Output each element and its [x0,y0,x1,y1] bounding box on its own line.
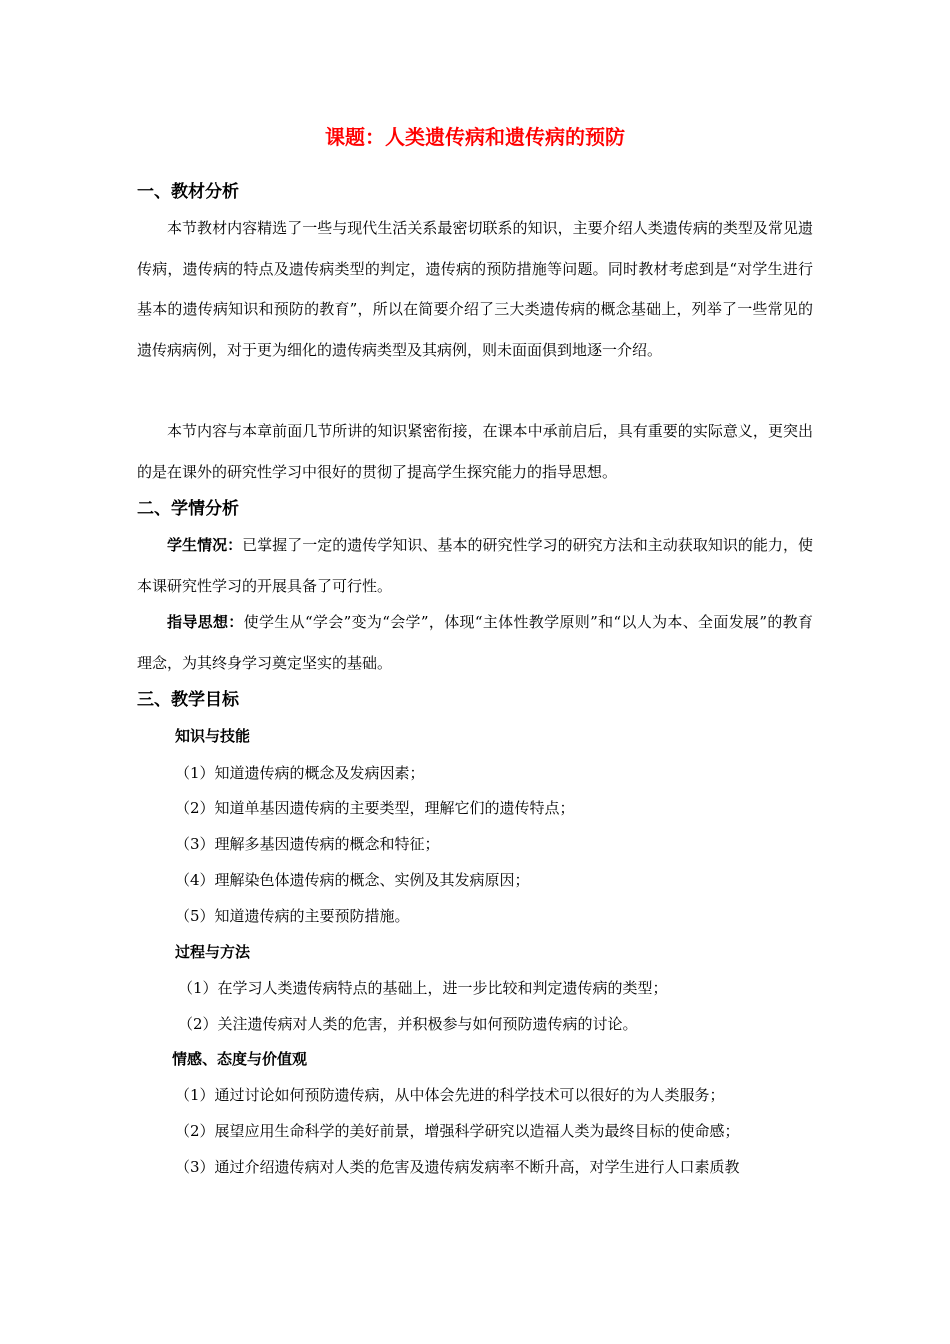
knowledge-item: （2）知道单基因遗传病的主要类型，理解它们的遗传特点； [175,799,575,817]
process-item: （1）在学习人类遗传病特点的基础上，进一步比较和判定遗传病的类型； [178,979,668,997]
knowledge-item: （5）知道遗传病的主要预防措施。 [175,907,410,925]
page-title: 课题：人类遗传病和遗传病的预防 [325,125,625,149]
knowledge-item: （3）理解多基因遗传病的概念和特征； [175,835,440,853]
student-situation-paragraph [137,525,813,606]
guiding-idea-text: 使学生从“学会”变为“会学”，体现“主体性教学原则”和“以人为本、全面发展”的教育理念，为其终身学习奠定坚实的基础。 [137,613,813,672]
knowledge-item: （1）知道遗传病的概念及发病因素； [175,764,425,782]
student-situation-label: 学生情况： [167,536,243,554]
student-situation-text: 已掌握了一定的遗传学知识、基本的研究性学习的研究方法和主动获取知识的能力，使本课研究性学习的开展具备了可行性。 [137,536,813,595]
process-item: （2）关注遗传病对人类的危害，并积极参与如何预防遗传病的讨论。 [178,1015,638,1033]
section-heading-learner-analysis: 二、学情分析 [137,499,239,519]
emotion-item: （2）展望应用生命科学的美好前景，增强科学研究以造福人类为最终目标的使命感； [175,1122,740,1140]
subheading-emotion-attitude-values: 情感、态度与价值观 [172,1050,308,1068]
subheading-knowledge-skills: 知识与技能 [175,727,251,745]
guiding-idea-paragraph [137,602,813,683]
emotion-item: （3）通过介绍遗传病对人类的危害及遗传病发病率不断升高，对学生进行人口素质教 [175,1158,740,1176]
textbook-analysis-paragraph-1: 本节教材内容精选了一些与现代生活关系最密切联系的知识，主要介绍人类遗传病的类型及常见遗传病，遗传病的特点及遗传病类型的判定，遗传病的预防措施等问题。同时教材考虑到是“对学生进行基本的遗传病知识和预防的教育”，所以在简要介绍了三大类遗传病的概念基础上，列举了一些常见的遗传病病例，对于更为细化的遗传病类型及其病例，则未面面俱到地逐一介绍。 [137,219,813,359]
subheading-process-methods: 过程与方法 [175,943,251,961]
knowledge-item: （4）理解染色体遗传病的概念、实例及其发病原因； [175,871,530,889]
emotion-item: （1）通过讨论如何预防遗传病，从中体会先进的科学技术可以很好的为人类服务； [175,1086,725,1104]
section-heading-teaching-objectives: 三、教学目标 [137,690,239,710]
section-heading-textbook-analysis: 一、教材分析 [137,182,239,202]
guiding-idea-label: 指导思想： [167,613,244,631]
textbook-analysis-paragraph-2: 本节内容与本章前面几节所讲的知识紧密衔接，在课本中承前启后，具有重要的实际意义，更突出的是在课外的研究性学习中很好的贯彻了提高学生探究能力的指导思想。 [137,422,813,481]
